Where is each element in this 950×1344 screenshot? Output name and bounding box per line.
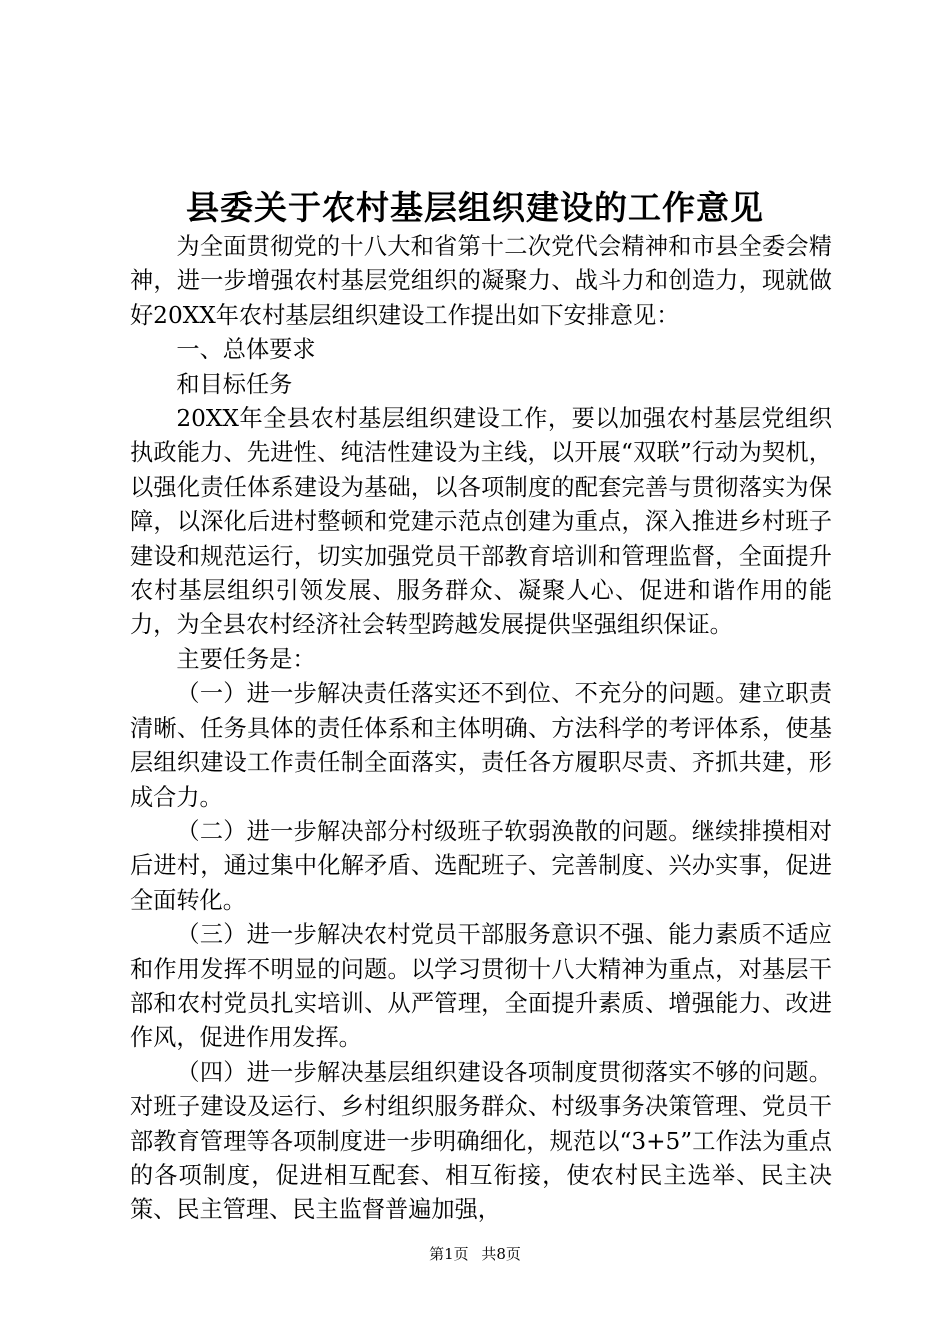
paragraph-intro: 为全面贯彻党的十八大和省第十二次党代会精神和市县全委会精神，进一步增强农村基层党组织的凝聚力、战斗力和创造力，现就做好20XX年农村基层组织建设工作提出如下安排意见： — [130, 233, 832, 329]
section-heading-1-cont: 和目标任务 — [176, 370, 293, 398]
document-body — [130, 230, 832, 1228]
paragraph-task-2: （二）进一步解决部分村级班子软弱涣散的问题。继续排摸相对后进村，通过集中化解矛盾、选配班子、完善制度、兴办实事，促进全面转化。 — [130, 817, 832, 914]
section-heading-1: 一、总体要求 — [176, 336, 316, 364]
paragraph-main-tasks: 主要任务是： — [176, 645, 316, 673]
page-number: 第1页 — [429, 1245, 469, 1263]
page-total: 共8页 — [481, 1245, 521, 1263]
paragraph-task-3: （三）进一步解决农村党员干部服务意识不强、能力素质不适应和作用发挥不明显的问题。以学习贯彻十八大精神为重点，对基层干部和农村党员扎实培训、从严管理，全面提升素质、增强能力、改进作风，促进作用发挥。 — [130, 921, 832, 1052]
paragraph-task-4: （四）进一步解决基层组织建设各项制度贯彻落实不够的问题。对班子建设及运行、乡村组织服务群众、村级事务决策管理、党员干部教育管理等各项制度进一步明确细化，规范以“3+5”工作法为重点的各项制度，促进相互配套、相互衔接，使农村民主选举、民主决策、民主管理、民主监督普遍加强， — [130, 1058, 832, 1224]
paragraph-task-1: （一）进一步解决责任落实还不到位、不充分的问题。建立职责清晰、任务具体的责任体系和主体明确、方法科学的考评体系，使基层组织建设工作责任制全面落实，责任各方履职尽责、齐抓共建，形成合力。 — [130, 680, 832, 811]
page-footer — [0, 1244, 950, 1264]
document-title: 县委关于农村基层组织建设的工作意见 — [186, 188, 764, 227]
paragraph-overall: 20XX年全县农村基层组织建设工作，要以加强农村基层党组织执政能力、先进性、纯洁性建设为主线，以开展“双联”行动为契机，以强化责任体系建设为基础，以各项制度的配套完善与贯彻落实为保障，以深化后进村整顿和党建示范点创建为重点，深入推进乡村班子建设和规范运行，切实加强党员干部教育培训和管理监督，全面提升农村基层组织引领发展、服务群众、凝聚人心、促进和谐作用的能力，为全县农村经济社会转型跨越发展提供坚强组织保证。 — [130, 405, 832, 639]
